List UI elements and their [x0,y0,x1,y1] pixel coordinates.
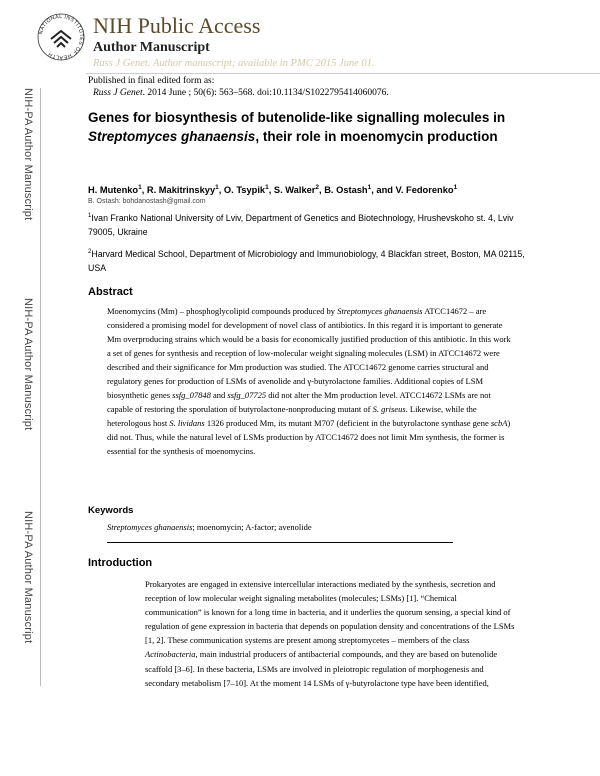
corresponding-email: B. Ostash: bohdanostash@gmail.com [88,198,206,205]
citation [93,88,389,98]
author: H. Mutenko [88,185,139,196]
author: S. Walker [273,185,316,196]
author-aff: 1 [265,184,269,191]
author-aff: 1 [138,184,142,191]
sidebar-label: NIH-PA Author Manuscript [22,511,34,644]
author: V. Fedorenko [395,185,454,196]
keywords-heading: Keywords [88,505,134,516]
author: R. Makitrinskyy [146,185,216,196]
nih-logo-icon [36,12,86,62]
title-text-end: , their role in moenomycin production [255,129,498,144]
abstract-heading: Abstract [88,286,133,298]
author: O. Tsypik [223,185,266,196]
sidebar-label: NIH-PA Author Manuscript [22,298,34,431]
title-species: Streptomyces ghanaensis [88,129,256,144]
article-title [88,108,508,146]
introduction-body: Prokaryotes are engaged in extensive intercellular interactions mediated by the synthesis, secretion and reception of low molecular weight signaling metabolites (molecules; LSMs) [1]. “Chemical communication” is known for a long time in bacteria, and it underlies the quorum sensing, a special kind of regulation of gene expression in bacteria that depends on population density and concentrations of the LSMs [1, 2]. These communication systems are present among streptomycetes – members of the class Actinobacteria, main industrial producers of antibacterial compounds, and they are based on butenolide scaffold [3–6]. In these bacteria, LSMs are involved in pleiotropic regulation of morphogenesis and secondary metabolism [7–10]. At the moment 14 LSMs of γ-butyrolactone type have been identified, [145,579,515,688]
author-aff: 2 [315,184,320,191]
sidebar-label: NIH-PA Author Manuscript [22,88,34,221]
citation-details: . 2014 June ; 50(6): 563–568. doi:10.1134/S1022795414060076. [142,88,389,98]
logo-text: NATIONAL INSTITUTES OF HEALTH [38,13,85,61]
introduction-heading: Introduction [88,557,153,569]
author-aff: 1 [367,184,372,191]
published-note: Published in final edited form as: [88,76,215,86]
author: B. Ostash [324,185,368,196]
header-divider [86,73,600,74]
header-title: NIH Public Access [93,13,261,38]
affiliation-number: 2 [88,249,92,255]
title-text: Genes for biosynthesis of butenolide-like signalling molecules in [88,110,506,125]
affiliation-1 [88,209,528,239]
citation-journal: Russ J Genet [93,88,143,98]
keywords-divider [107,542,453,543]
sidebar [20,88,41,686]
keywords-list: Streptomyces ghanaensis; moenomycin; A-factor; avenolide [107,522,312,532]
affiliation-number: 1 [88,213,92,219]
affiliation-text: Harvard Medical School, Department of Microbiology and Immunobiology, 4 Blackfan street, Boston, MA 02115, USA [88,248,525,273]
affiliation-2 [88,245,528,275]
author-aff: 1 [215,184,219,191]
abstract-body: Moenomycins (Mm) – phosphoglycolipid compounds produced by Streptomyces ghanaensis ATCC14672 – are considered a promising model for development of novel class of antibiotics. In this regard it is important to generate Mm overproducing strains which would be a basis for economically justified production of this antibiotic. In this work a set of genes for synthesis and reception of low-molecular weight signaling molecules (LSM) in ATCC14672 were described and their significance for Mm production was studied. The ATCC14672 genome carries structural and regulatory genes for production of LSMs of avenolide and γ-butyrolactone families. Additional copies of LSM biosynthetic genes ssfg_07848 and ssfg_07725 did not alter the Mm production level. ATCC14672 LSMs are not capable of restoring the sporulation of butyrolactone-nonproducing mutant of S. griseus. Likewise, while the heterologous host S. lividans 1326 produced Mm, its mutant M707 (deficient in the butyrolactone synthase gene scbA) did not. Thus, while the natural level of LSMs production by ATCC14672 does not limit Mm synthesis, the former is essential for the synthesis of moenomycins. [107,306,511,456]
header-subtitle: Author Manuscript [93,40,210,55]
author-list: H. Mutenko$^1$, R. Makitrinskyy$^1$, O. Tsypik$^1$, S. Walker$^2$, B. Ostash$^1$, and V. Fedorenko$^1$ [88,184,458,196]
affiliation-text: Ivan Franko National University of Lviv, Department of Genetics and Biotechnology, Hrushevskoho st. 4, Lviv 79005, Ukraine [88,212,514,237]
header-journal-line: Russ J Genet. Author manuscript; available in PMC 2015 June 01. [93,58,375,69]
author-aff: 1 [453,184,458,191]
